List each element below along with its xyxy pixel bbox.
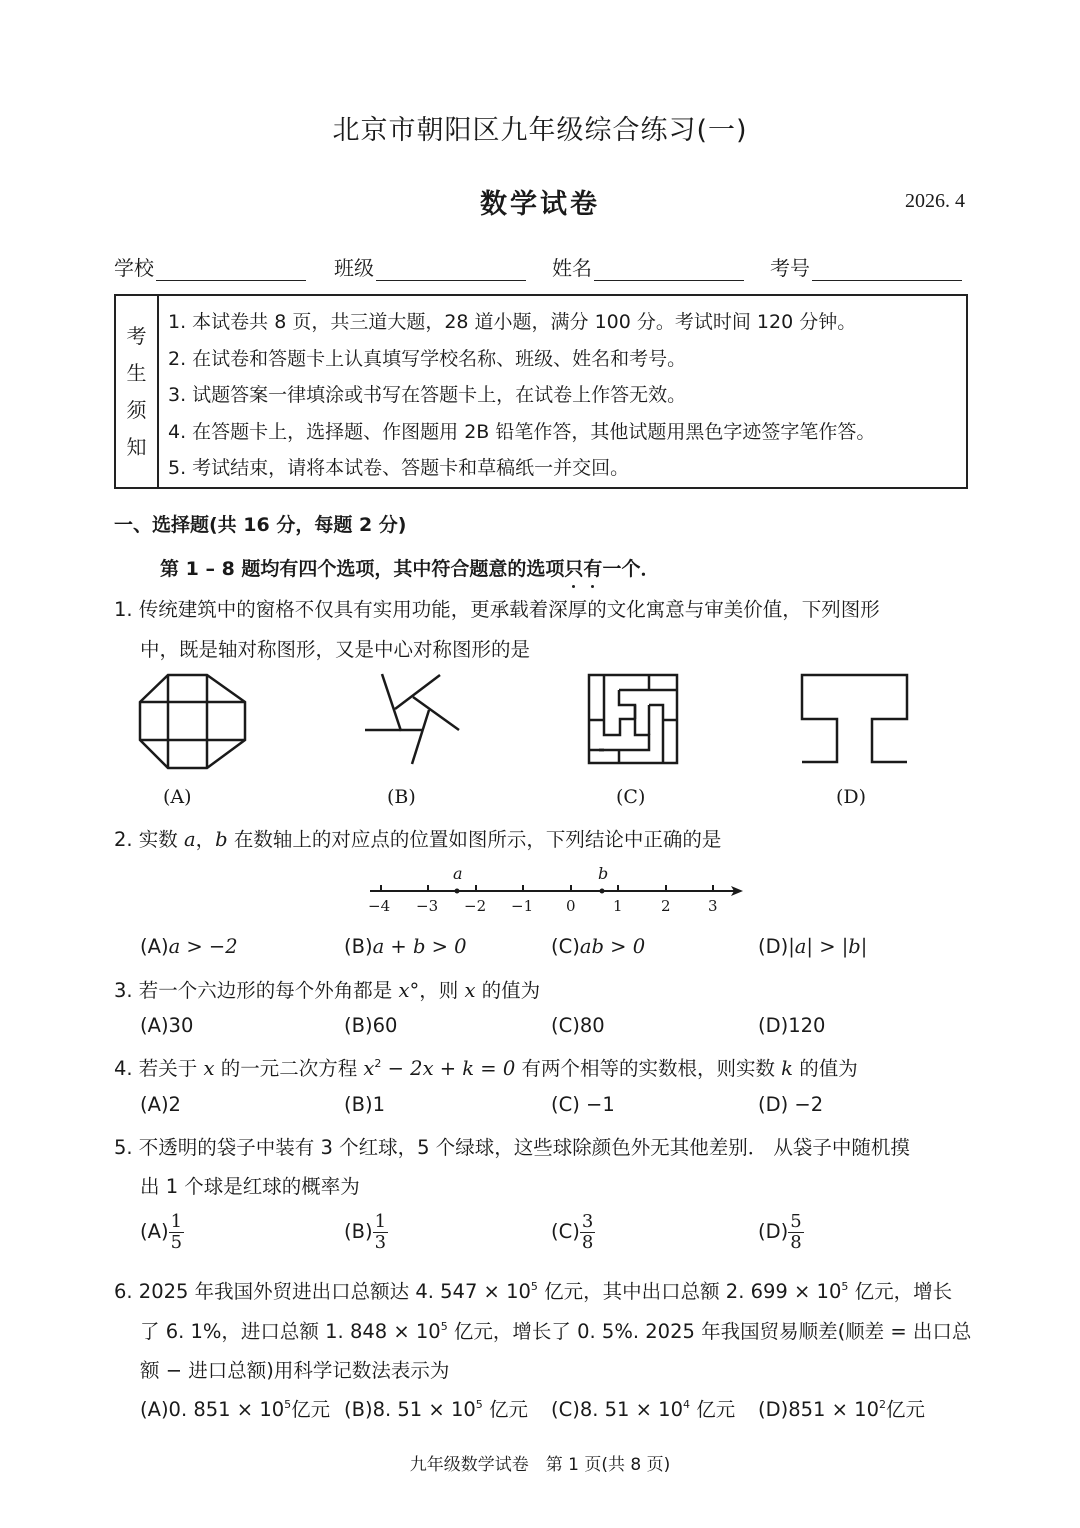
q4-option-d[interactable]: (D) −2 xyxy=(758,1093,824,1116)
option-unit: 亿元 xyxy=(482,1398,528,1421)
q6-text: 亿元，增长 xyxy=(848,1280,953,1303)
student-info-fields xyxy=(114,252,970,284)
question-5-line1: 5. 不透明的袋子中装有 3 个红球，5 个绿球，这些球除颜色外无其他差别． 从袋子中随机摸 xyxy=(114,1136,910,1159)
exponent: 5 xyxy=(530,1280,538,1293)
q5-option-a[interactable] xyxy=(140,1212,184,1253)
option-expr: |a| > |b| xyxy=(788,935,868,958)
numerator: 3 xyxy=(581,1211,594,1232)
q2-var-a: a xyxy=(184,828,196,851)
exam-number-field[interactable] xyxy=(770,252,962,281)
q4-text: 的值为 xyxy=(793,1057,858,1080)
option-label: (A) xyxy=(140,935,169,958)
option-text: (C)8. 51 × 10 xyxy=(551,1398,683,1421)
option-unit: 亿元 xyxy=(690,1398,736,1421)
q3-option-a[interactable]: (A)30 xyxy=(140,1014,194,1037)
tick-label: −2 xyxy=(464,897,487,915)
instruction-text: 第 1 – 8 题均有四个选项，其中符合题意的选项 xyxy=(160,558,565,580)
q6-option-d[interactable] xyxy=(758,1394,925,1422)
notice-side-char: 考 xyxy=(126,323,147,348)
figure-c-label: (C) xyxy=(616,786,646,808)
q4-var-x: x xyxy=(203,1057,215,1080)
q6-text: 了 6. 1%，进口总额 1. 848 × 10 xyxy=(140,1320,441,1343)
school-input-line[interactable] xyxy=(156,256,306,281)
question-6-line3: 额 − 进口总额)用科学记数法表示为 xyxy=(140,1359,450,1382)
question-1-line1: 1. 传统建筑中的窗格不仅具有实用功能，更承载着深厚的文化寓意与审美价值，下列图形 xyxy=(114,598,880,621)
fraction xyxy=(580,1212,595,1253)
q4-text: 有两个相等的实数根，则实数 xyxy=(515,1057,782,1080)
option-label: (C) xyxy=(551,1220,580,1243)
section-heading: 一、选择题(共 16 分，每题 2 分) xyxy=(114,514,407,536)
emphasis-char: 有 xyxy=(583,558,603,580)
notice-items xyxy=(168,304,875,487)
fraction xyxy=(788,1212,803,1253)
option-expr: a > −2 xyxy=(168,935,238,958)
q2-option-a[interactable] xyxy=(140,935,238,958)
notice-item: 3. 试题答案一律填涂或书写在答题卡上，在试卷上作答无效。 xyxy=(168,384,687,406)
notice-item: 5. 考试结束，请将本试卷、答题卡和草稿纸一并交回。 xyxy=(168,457,630,479)
exam-subtitle: 数学试卷 xyxy=(480,189,600,220)
question-1-line2: 中，既是轴对称图形，又是中心对称图形的是 xyxy=(140,638,531,661)
option-text: (A)0. 851 × 10 xyxy=(140,1398,285,1421)
option-expr: a + b > 0 xyxy=(372,935,467,958)
q6-text: 亿元，增长了 0. 5%. 2025 年我国贸易顺差(顺差 = 出口总 xyxy=(447,1320,972,1343)
question-6-line2 xyxy=(140,1316,971,1344)
point-b-label: b xyxy=(598,864,609,883)
figure-c-maze-icon xyxy=(589,675,677,763)
tick-label: −4 xyxy=(368,897,391,915)
numerator: 1 xyxy=(374,1211,387,1232)
q5-option-c[interactable] xyxy=(551,1212,595,1253)
q3-option-c[interactable]: (C)80 xyxy=(551,1014,605,1037)
q2-text: 在数轴上的对应点的位置如图所示，下列结论中正确的是 xyxy=(227,828,722,851)
numerator: 5 xyxy=(790,1211,802,1232)
q6-option-b[interactable] xyxy=(344,1394,528,1422)
option-text: (D)851 × 10 xyxy=(758,1398,879,1421)
figure-b-pinwheel-icon xyxy=(365,674,459,764)
q2-text: 2. 实数 xyxy=(114,828,185,851)
number-line-icon xyxy=(370,885,743,896)
denominator: 8 xyxy=(790,1232,802,1253)
question-3-text xyxy=(114,975,540,1003)
option-label: (C) xyxy=(551,935,580,958)
name-field[interactable] xyxy=(552,252,744,281)
exam-number-input-line[interactable] xyxy=(812,256,962,281)
student-notice-box xyxy=(114,294,968,489)
q4-exponent: 2 xyxy=(374,1057,382,1070)
q3-text: 的值为 xyxy=(475,979,541,1002)
emphasis-char: 只 xyxy=(564,558,584,580)
tick-label: 1 xyxy=(613,897,623,915)
exam-title: 北京市朝阳区九年级综合练习(一) xyxy=(332,115,748,146)
notice-item: 1. 本试卷共 8 页，共三道大题，28 道小题，满分 100 分。考试时间 120 分钟。 xyxy=(168,311,857,333)
option-unit: 亿元 xyxy=(886,1398,926,1421)
q4-option-b[interactable]: (B)1 xyxy=(344,1093,385,1116)
option-label: (D) xyxy=(758,935,789,958)
tick-label: −1 xyxy=(511,897,534,915)
q6-option-a[interactable] xyxy=(140,1394,330,1422)
exam-date: 2026. 4 xyxy=(905,190,965,212)
figure-d-t-shape-icon xyxy=(802,675,907,762)
question-4-text xyxy=(114,1053,858,1081)
q2-text: ， xyxy=(195,828,216,851)
question-2-text xyxy=(114,824,721,852)
option-label: (A) xyxy=(140,1220,169,1243)
q4-equation: − 2x + k = 0 xyxy=(381,1057,516,1080)
denominator: 8 xyxy=(581,1232,594,1253)
school-label: 学校 xyxy=(114,256,154,280)
class-field[interactable] xyxy=(334,252,526,281)
option-label: (B) xyxy=(344,1220,373,1243)
q6-text: 6. 2025 年我国外贸进出口总额达 4. 547 × 10 xyxy=(114,1280,531,1303)
instruction-text: 一个． xyxy=(602,558,660,580)
q4-text: 4. 若关于 xyxy=(114,1057,204,1080)
q4-option-a[interactable]: (A)2 xyxy=(140,1093,181,1116)
exponent: 4 xyxy=(683,1398,690,1411)
q4-option-c[interactable]: (C) −1 xyxy=(551,1093,615,1116)
figure-a-octagon-icon xyxy=(140,675,245,768)
q3-text: 3. 若一个六边形的每个外角都是 xyxy=(114,979,399,1002)
figure-a-label: (A) xyxy=(163,786,192,808)
q2-option-c[interactable] xyxy=(551,935,645,958)
section-instruction xyxy=(160,554,659,581)
option-expr: ab > 0 xyxy=(579,935,646,958)
numerator: 1 xyxy=(170,1211,183,1232)
q3-degree: ° xyxy=(409,979,420,1002)
q6-option-c[interactable] xyxy=(551,1394,735,1422)
denominator: 5 xyxy=(170,1232,183,1253)
option-unit: 亿元 xyxy=(291,1398,331,1421)
exponent: 5 xyxy=(475,1398,483,1411)
notice-side-char: 须 xyxy=(126,397,147,422)
page-footer: 九年级数学试卷 第 1 页(共 8 页) xyxy=(409,1455,671,1475)
q3-option-b[interactable]: (B)60 xyxy=(344,1014,398,1037)
fraction xyxy=(169,1212,184,1253)
tick-label: 3 xyxy=(708,897,718,915)
q4-var-x: x xyxy=(363,1057,375,1080)
tick-label: 0 xyxy=(566,897,576,915)
q2-var-b: b xyxy=(215,828,228,851)
notice-side-char: 生 xyxy=(126,360,147,385)
point-a-label: a xyxy=(453,864,463,883)
tick-label: −3 xyxy=(416,897,439,915)
option-text: (B)8. 51 × 10 xyxy=(344,1398,476,1421)
q4-var-k: k xyxy=(781,1057,793,1080)
name-label: 姓名 xyxy=(552,256,592,280)
school-field[interactable] xyxy=(114,252,306,281)
question-6-line1 xyxy=(114,1276,952,1304)
notice-side-label xyxy=(116,296,159,487)
fraction xyxy=(373,1212,388,1253)
tick-label: 2 xyxy=(661,897,671,915)
notice-item: 2. 在试卷和答题卡上认真填写学校名称、班级、姓名和考号。 xyxy=(168,347,687,370)
q5-option-b[interactable] xyxy=(344,1212,388,1253)
q3-var-x: x xyxy=(398,979,410,1002)
q5-option-d[interactable] xyxy=(758,1212,804,1253)
exponent: 5 xyxy=(284,1398,292,1411)
option-label: (D) xyxy=(758,1220,789,1243)
q3-var-x: x xyxy=(464,979,476,1002)
notice-side-char: 知 xyxy=(126,434,147,459)
q6-text: 亿元，其中出口总额 2. 699 × 10 xyxy=(537,1280,842,1303)
q2-option-b[interactable] xyxy=(344,935,467,958)
option-label: (B) xyxy=(344,935,373,958)
name-input-line[interactable] xyxy=(594,256,744,281)
q2-option-d[interactable] xyxy=(758,935,867,958)
denominator: 3 xyxy=(374,1232,387,1253)
q4-text: 的一元二次方程 xyxy=(214,1057,364,1080)
exponent: 5 xyxy=(841,1280,849,1293)
class-input-line[interactable] xyxy=(376,256,526,281)
notice-item: 4. 在答题卡上，选择题、作图题用 2B 铅笔作答，其他试题用黑色字迹签字笔作答。 xyxy=(168,420,876,443)
exponent: 5 xyxy=(440,1320,448,1333)
question-5-line2: 出 1 个球是红球的概率为 xyxy=(140,1175,360,1198)
q3-option-d[interactable]: (D)120 xyxy=(758,1014,826,1037)
class-label: 班级 xyxy=(334,256,374,280)
figure-b-label: (B) xyxy=(387,786,416,808)
q3-text: ，则 xyxy=(419,979,465,1002)
exam-number-label: 考号 xyxy=(770,256,810,280)
exponent: 2 xyxy=(879,1398,886,1411)
figure-d-label: (D) xyxy=(836,786,867,808)
